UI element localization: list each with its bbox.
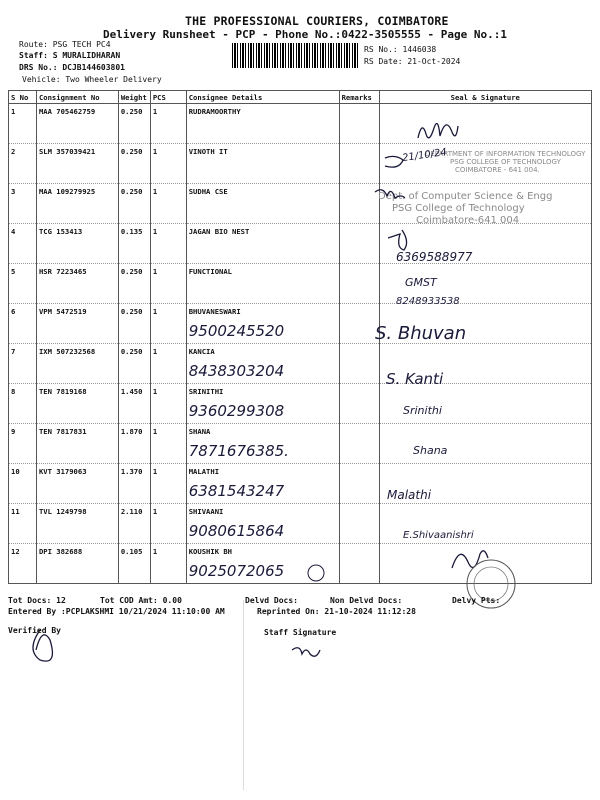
cell-sno: 5	[9, 264, 37, 304]
consignee-phone: 9025072065	[188, 562, 285, 580]
consignee-name: BHUVANESWARI	[188, 307, 241, 316]
sig-4-phone: 6369588977	[396, 250, 473, 264]
consignee-name: KOUSHIK BH	[188, 547, 233, 556]
cell-pcs: 1	[150, 464, 186, 504]
col-weight: Weight	[118, 91, 150, 104]
consignee-phone: 7871676385.	[188, 442, 289, 460]
route: Route: PSG TECH PC4	[19, 40, 111, 49]
consignee-name: JAGAN BIO NEST	[188, 227, 250, 236]
sig-11: E.Shivaanishri	[403, 530, 474, 541]
cell-consignment: HSR 7223465	[36, 264, 118, 304]
rs-no: RS No.: 1446038	[364, 45, 437, 54]
cell-weight: 1.870	[118, 424, 150, 464]
sig-6: S. Bhuvan	[375, 323, 467, 344]
col-signature: Seal & Signature	[379, 91, 591, 104]
col-consignment: Consignment No	[36, 91, 118, 104]
cell-consignment: TEN 7819168	[36, 384, 118, 424]
circled-mark	[308, 565, 324, 581]
consignee-phone: 9080615864	[188, 522, 285, 540]
sig-9: Shana	[413, 444, 448, 457]
cell-sno: 7	[9, 344, 37, 384]
consignee-name: SHANA	[188, 427, 211, 436]
cell-weight: 0.105	[118, 544, 150, 584]
col-pcs: PCS	[150, 91, 186, 104]
cell-pcs: 1	[150, 384, 186, 424]
cell-pcs: 1	[150, 304, 186, 344]
consignee-name: KANCIA	[188, 347, 215, 356]
drs-no: DRS No.: DCJB144603801	[19, 63, 125, 72]
cell-weight: 0.250	[118, 184, 150, 224]
non-delvd-docs: Non Delvd Docs:	[330, 596, 403, 605]
stamp-line: DEPARTMENT OF INFORMATION TECHNOLOGY	[425, 150, 586, 158]
cell-pcs: 1	[150, 504, 186, 544]
consignee-name: RUDRAMOORTHY	[188, 107, 241, 116]
cell-consignment: SLM 357039421	[36, 144, 118, 184]
fold-line	[243, 600, 244, 790]
sig-10: Malathi	[387, 488, 432, 502]
cell-sno: 2	[9, 144, 37, 184]
cell-consignment: TEN 7817831	[36, 424, 118, 464]
cell-pcs: 1	[150, 344, 186, 384]
col-consignee: Consignee Details	[186, 91, 339, 104]
cell-pcs: 1	[150, 184, 186, 224]
delvd-docs: Delvd Docs:	[245, 596, 298, 605]
verified-by: Verified By	[8, 626, 61, 635]
entered-by: Entered By :PCPLAKSHMI 10/21/2024 11:10:00 AM	[8, 607, 225, 616]
sig-8: Srinithi	[403, 404, 442, 417]
cell-consignment: MAA 109279925	[36, 184, 118, 224]
cell-weight: 0.250	[118, 104, 150, 144]
date-mark: 21/10/24	[401, 146, 448, 165]
signature-1	[418, 124, 458, 139]
cell-consignment: IXM 507232568	[36, 344, 118, 384]
col-sno: S No	[9, 91, 37, 104]
runsheet-title: Delivery Runsheet - PCP - Phone No.:0422-3505555 - Page No.:1	[103, 28, 507, 41]
signature-4	[388, 230, 407, 250]
delvy-pts: Delvy Pts:	[452, 596, 501, 605]
cell-consignment: MAA 705462759	[36, 104, 118, 144]
col-remarks: Remarks	[339, 91, 379, 104]
tot-cod: Tot COD Amt: 0.00	[100, 596, 182, 605]
sig-5-phone: 8248933538	[396, 296, 460, 307]
cell-consignment: KVT 3179063	[36, 464, 118, 504]
cell-sno: 11	[9, 504, 37, 544]
signature-12	[452, 551, 488, 568]
signature-2	[385, 156, 403, 167]
cell-consignment: DPI 382688	[36, 544, 118, 584]
consignee-phone: 6381543247	[188, 482, 285, 500]
cell-sno: 4	[9, 224, 37, 264]
tot-docs: Tot Docs: 12	[8, 596, 66, 605]
cell-sno: 8	[9, 384, 37, 424]
cell-sno: 3	[9, 184, 37, 224]
cell-pcs: 1	[150, 224, 186, 264]
cell-sno: 6	[9, 304, 37, 344]
consignee-phone: 9500245520	[188, 322, 285, 340]
stamp-line: PSG College of Technology	[392, 203, 525, 214]
consignee-name: MALATHI	[188, 467, 220, 476]
cell-weight: 1.450	[118, 384, 150, 424]
cell-weight: 0.135	[118, 224, 150, 264]
cell-weight: 1.370	[118, 464, 150, 504]
cell-weight: 0.250	[118, 144, 150, 184]
consignee-phone: 9360299308	[188, 402, 285, 420]
cell-weight: 0.250	[118, 344, 150, 384]
cell-pcs: 1	[150, 544, 186, 584]
staff: Staff: S MURALIDHARAN	[19, 51, 121, 60]
stamp-line: PSG COLLEGE OF TECHNOLOGY	[450, 158, 561, 166]
cell-consignment: TVL 1249798	[36, 504, 118, 544]
cell-sno: 1	[9, 104, 37, 144]
consignee-phone: 8438303204	[188, 362, 285, 380]
cell-weight: 2.110	[118, 504, 150, 544]
reprinted-on: Reprinted On: 21-10-2024 11:12:28	[257, 607, 416, 616]
cell-weight: 0.250	[118, 304, 150, 344]
rs-date: RS Date: 21-Oct-2024	[364, 57, 461, 66]
signature-3	[375, 190, 405, 198]
cell-pcs: 1	[150, 264, 186, 304]
cell-pcs: 1	[150, 424, 186, 464]
company-title: THE PROFESSIONAL COURIERS, COIMBATORE	[185, 14, 449, 28]
sig-5-name: GMST	[405, 276, 437, 289]
consignee-name: SHIVAANI	[188, 507, 224, 516]
cell-pcs: 1	[150, 144, 186, 184]
sig-7: S. Kanti	[386, 370, 444, 388]
consignee-name: FUNCTIONAL	[188, 267, 233, 276]
cell-weight: 0.250	[118, 264, 150, 304]
consignee-name: SRINITHI	[188, 387, 224, 396]
cell-pcs: 1	[150, 104, 186, 144]
staff-signature-label: Staff Signature	[264, 628, 337, 637]
stamp-line: Coimbatore-641 004	[416, 215, 520, 226]
consignee-name: SUDHA CSE	[188, 187, 228, 196]
cell-consignment: TCG 153413	[36, 224, 118, 264]
staff-signature	[292, 648, 320, 657]
cell-consignment: VPM 5472519	[36, 304, 118, 344]
vehicle: Vehicle: Two Wheeler Delivery	[22, 75, 162, 84]
consignee-name: VINOTH IT	[188, 147, 228, 156]
cell-sno: 12	[9, 544, 37, 584]
stamp-line: COIMBATORE - 641 004.	[455, 166, 540, 174]
cell-sno: 9	[9, 424, 37, 464]
cell-sno: 10	[9, 464, 37, 504]
stamp-line: Dept. of Computer Science & Engg	[378, 191, 553, 202]
